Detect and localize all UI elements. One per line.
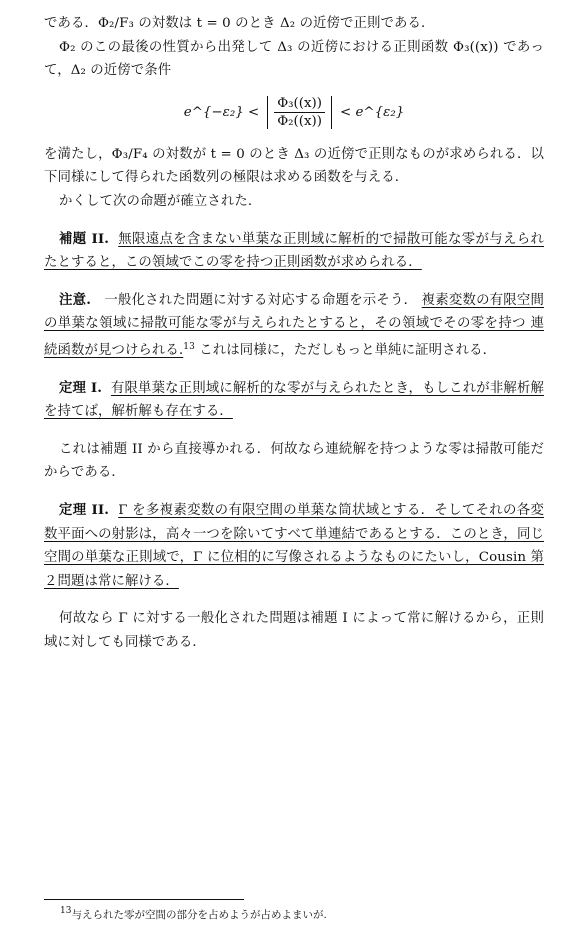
paragraph-2: Φ₂ のこの最後の性質から出発して Δ₃ の近傍における正則函数 Φ₃((x)) であって，Δ₂ の近傍で条件 <box>44 39 544 79</box>
formula-denominator: Φ₂((x)) <box>277 114 322 130</box>
footnote <box>60 904 327 922</box>
paragraph-5: これは補題 II から直接導かれる．何故なら連続解を持つような零は掃散可能だからである． <box>44 441 544 481</box>
display-formula <box>44 83 544 143</box>
note-footnote-mark: 13 <box>183 341 195 352</box>
footnote-text: 与えられた零が空間の部分を占めようが占めよまいが. <box>71 909 327 921</box>
paragraph-1: である．Φ₂/F₃ の対数は t = 0 のとき Δ₂ の近傍で正則である． <box>44 16 435 31</box>
note-label: 注意. <box>59 291 91 308</box>
lemma-2 <box>44 228 544 275</box>
note <box>44 289 544 363</box>
theorem-2 <box>44 499 544 593</box>
theorem-2-text: Γ を多複素変数の有限空間の単葉な筒状域とする．そしてそれの各変数平面への射影は，高々一つを除いてすべて単連結であるとする．このとき，同じ空間の単葉な正則域で，Γ に位相的に写像されるようなものにたいし，Cousin 第２問題は常に解ける． <box>44 502 545 589</box>
theorem-2-label: 定理 II. <box>59 501 109 518</box>
formula-left: e^{−ε₂} < <box>183 105 260 121</box>
lemma-2-text: 無限遠点を含まない単葉な正則域に解析的で掃散可能な零が与えられたとすると，この領域でこの零を持つ正則函数が求められる． <box>44 231 544 271</box>
formula-numerator: Φ₃((x)) <box>274 96 325 113</box>
formula-fraction <box>267 96 332 129</box>
note-text-c: これは同様に，ただしもっと単純に証明される． <box>194 342 497 358</box>
paragraph-3: を満たし，Φ₃/F₄ の対数が t = 0 のとき Δ₃ の近傍で正則なものが求められる．以下同様にして得られた函数列の極限は求める函数を与える． <box>44 146 544 186</box>
footnote-mark: 13 <box>60 906 72 916</box>
theorem-1-text: 有限単葉な正則域に解析的な零が与えられたとき，もしこれが非解析解を持てば，解析解も存在する． <box>44 380 544 420</box>
document-body <box>44 12 544 654</box>
formula-right: < e^{ε₂} <box>340 105 405 121</box>
lemma-2-label: 補題 II. <box>59 230 109 247</box>
paragraph-6: 何故なら Γ に対する一般化された問題は補題 I によって常に解けるから，正則域に対しても同様である． <box>44 611 544 650</box>
theorem-1-label: 定理 I. <box>59 379 103 396</box>
paragraph-4: かくして次の命題が確立された． <box>59 193 262 209</box>
footnote-rule <box>44 899 244 900</box>
theorem-1 <box>44 377 544 424</box>
note-text-a: 一般化された問題に対する対応する命題を示そう． <box>104 292 418 308</box>
note-text-b: 複素変数の有限空間の単葉な領域に掃散可能な零が与えられたとすると，その領域でその零を持つ 連続函数が見つけられる. <box>44 292 544 358</box>
